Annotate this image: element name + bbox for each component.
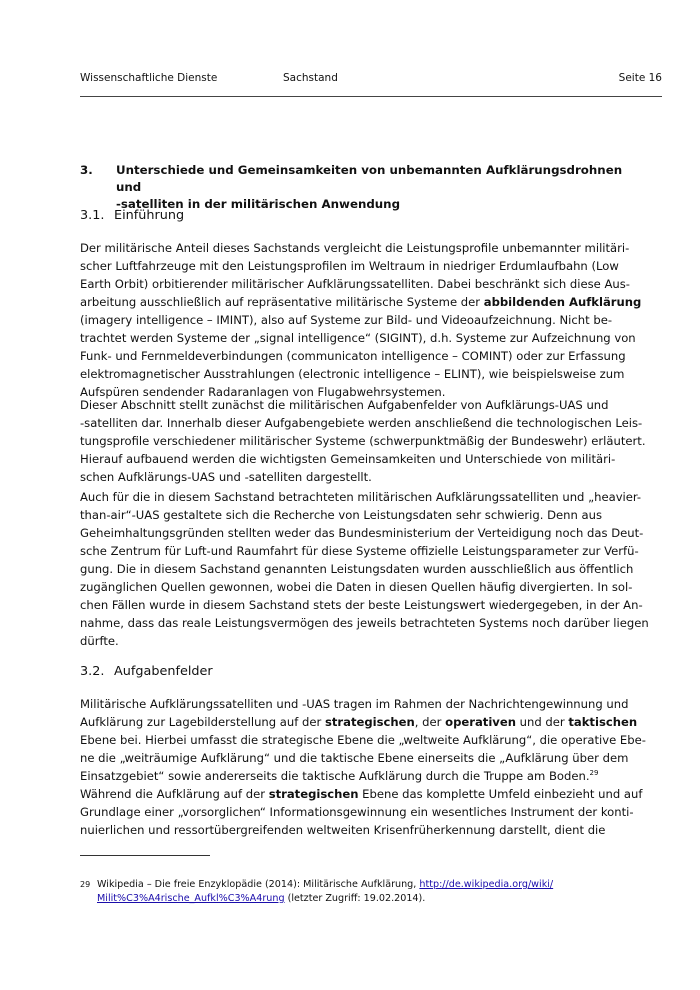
footnote (80, 878, 662, 906)
footnote-text: Wikipedia – Die freie Enzyklopädie (2014): Militärische Aufklärung, (97, 879, 420, 890)
section-heading-3-1 (80, 207, 184, 225)
footnote-body (97, 878, 662, 906)
text-line: Dieser Abschnitt stellt zunächst die militärischen Aufgabenfelder von Aufklärungs-UAS und (80, 398, 609, 412)
chapter-heading (80, 162, 640, 213)
emphasis-text: abbildenden Aufklärung (483, 295, 642, 309)
text-line: -satelliten dar. Innerhalb dieser Aufgabengebiete werden anschließend die technologischen Leis- (80, 416, 643, 430)
text-span: , der (414, 715, 446, 729)
header-department: Wissenschaftliche Dienste (80, 72, 218, 84)
text-line: trachtet werden Systeme der „signal intelligence“ (SIGINT), d.h. Systeme zur Aufzeichnung von (80, 331, 636, 345)
header-doc-type: Sachstand (283, 72, 338, 84)
text-line: Militärische Aufklärungssatelliten und -UAS tragen im Rahmen der Nachrichtengewinnung und (80, 697, 629, 711)
text-line: ne die „weiträumige Aufklärung“ und die taktische Ebene einerseits die „Aufklärung über dem (80, 751, 629, 765)
chapter-number: 3. (80, 163, 93, 177)
text-line: Auch für die in diesem Sachstand betrachteten militärischen Aufklärungssatelliten und „heavier- (80, 490, 642, 504)
text-line: (imagery intelligence – IMINT), also auf Systeme zur Bild- und Videoaufzeichnung. Nicht be- (80, 313, 613, 327)
text-span: Aufklärung zur Lagebilderstellung auf der (80, 715, 325, 729)
section-title: Einführung (114, 208, 185, 223)
text-line: schen Aufklärungs-UAS und -satelliten dargestellt. (80, 470, 372, 484)
text-line: Grundlage einer „vorsorglichen“ Informationsgewinnung ein wesentliches Instrument der konti- (80, 805, 634, 819)
paragraph-data-sources (80, 488, 662, 650)
text-line: Geheimhaltungsgründen stellten weder das Bundesministerium der Verteidigung noch das Deut- (80, 526, 644, 540)
text-line: dürfte. (80, 634, 119, 648)
emphasis-text: strategischen (324, 715, 415, 729)
text-line: elektromagnetischer Ausstrahlungen (electronic intelligence – ELINT), wie beispielsweise zum (80, 367, 625, 381)
text-line: Funk- und Fernmeldeverbindungen (communicaton intelligence – COMINT) oder zur Erfassung (80, 349, 626, 363)
chapter-title-line: -satelliten in der militärischen Anwendung (116, 197, 401, 211)
text-span: arbeitung ausschließlich auf repräsentative militärische Systeme der (80, 295, 484, 309)
text-line (80, 713, 662, 731)
text-line: than-air“-UAS gestaltete sich die Recherche von Leistungsdaten sehr schwierig. Denn aus (80, 508, 603, 522)
section-number: 3.2. (80, 664, 105, 679)
text-line (80, 293, 662, 311)
text-span: Während die Aufklärung auf der (80, 787, 269, 801)
text-line (80, 767, 662, 785)
text-span: Ebene das komplette Umfeld einbezieht und auf (358, 787, 643, 801)
footnote-access-date: (letzter Zugriff: 19.02.2014). (284, 893, 426, 904)
section-title: Aufgabenfelder (114, 664, 213, 679)
footnote-link[interactable]: Milit%C3%A4rische_Aufkl%C3%A4rung (97, 893, 285, 904)
text-line: scher Luftfahrzeuge mit den Leistungsprofilen im Weltraum in niedriger Erdumlaufbahn (Low (80, 259, 619, 273)
header-page-number: Seite 16 (618, 72, 662, 84)
text-line (80, 785, 662, 803)
footnote-divider (80, 855, 210, 856)
footnote-link[interactable]: http://de.wikipedia.org/wiki/ (419, 879, 554, 890)
chapter-title (116, 162, 636, 213)
text-line: zugänglichen Quellen gewonnen, wobei die Daten in diesen Quellen häufig divergierten. In sol- (80, 580, 633, 594)
footnote-reference[interactable]: 29 (589, 769, 599, 778)
emphasis-text: strategischen (268, 787, 359, 801)
section-heading-3-2 (80, 663, 213, 681)
page-header (80, 70, 662, 97)
text-span: und der (515, 715, 569, 729)
text-line: sche Zentrum für Luft-und Raumfahrt für diese Systeme offizielle Leistungsparameter zur Verfü- (80, 544, 639, 558)
emphasis-text: taktischen (568, 715, 638, 729)
paragraph-task-fields (80, 695, 662, 839)
chapter-title-line: Unterschiede und Gemeinsamkeiten von unbemannten Aufklärungsdrohnen und (116, 163, 623, 194)
text-line: Ebene bei. Hierbei umfasst die strategische Ebene die „weltweite Aufklärung“, die operative Ebe- (80, 733, 646, 747)
text-line: Hierauf aufbauend werden die wichtigsten Gemeinsamkeiten und Unterschiede von militäri- (80, 452, 616, 466)
text-line: tungsprofile verschiedener militärischer Systeme (schwerpunktmäßig der Bundeswehr) erläutert. (80, 434, 646, 448)
text-line: Earth Orbit) orbitierender militärischer Aufklärungssatelliten. Dabei beschränkt sich diese Aus- (80, 277, 630, 291)
paragraph-overview (80, 396, 662, 486)
text-line: gung. Die in diesem Sachstand genannten Leistungsdaten wurden ausschließlich aus öffentlich (80, 562, 634, 576)
text-span: Einsatzgebiet“ sowie andererseits die taktische Aufklärung durch die Truppe am Boden. (80, 769, 590, 783)
text-line: nuierlichen und ressortübergreifenden weltweiten Krisenfrüherkennung darstellt, dient die (80, 823, 606, 837)
text-line: Aufspüren sendender Radaranlagen von Flugabwehrsystemen. (80, 385, 446, 399)
footnote-number: 29 (80, 880, 91, 889)
text-line: chen Fällen wurde in diesem Sachstand stets der beste Leistungswert wiedergegeben, in der An- (80, 598, 643, 612)
paragraph-introduction (80, 239, 662, 401)
section-number: 3.1. (80, 208, 105, 223)
emphasis-text: operativen (445, 715, 516, 729)
text-line: Der militärische Anteil dieses Sachstands vergleicht die Leistungsprofile unbemannter militäri- (80, 241, 630, 255)
text-line: nahme, dass das reale Leistungsvermögen des jeweils betrachteten Systems noch darüber liegen (80, 616, 649, 630)
